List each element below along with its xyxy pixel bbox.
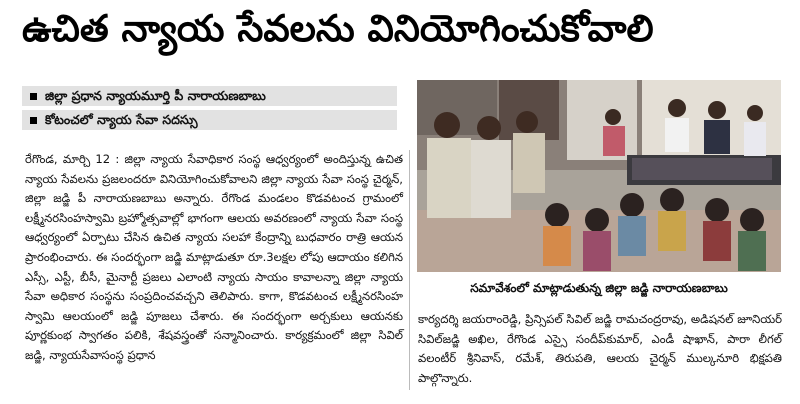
subhead-2-text: కోటంచలో న్యాయ సేవా సదస్సు [45,112,198,127]
article-paragraph: రేగొండ, మార్చి 12 : జిల్లా న్యాయ సేవాధికార సంస్థ ఆధ్వర్యంలో అందిస్తున్న ఉచిత న్యాయ సేవలను ప్రజలందరూ వినియోగించుకోవాలని జిల్లా న్యాయ సేవా సంస్థ చైర్మన్, జిల్లా జడ్జి పీ నారాయణబాబు అన్నారు. రేగొండ మండలం కొడవటంచ గ్రామంలో లక్ష్మీనరసింహస్వామి బ్రహ్మోత్సవాల్లో భాగంగా ఆలయ అవరణంలో న్యాయ సేవా సంస్థ ఆధ్వర్యంలో ఏర్పాటు చేసిన ఉచిత న్యాయ సలహా కేంద్రాన్ని బుధవారం రాత్రి ఆయన ప్రారంభించారు. ఈ సందర్భంగా జడ్జి మాట్లాడుతూ రూ.3లక్షల లోపు ఆదాయం కలిగిన ఎస్సీ, ఎస్టీ, బీసీ, మైనార్టీ ప్రజలు ఎలాంటి న్యాయ సాయం కావాలన్నా జిల్లా న్యాయ సేవా అధికార సంస్థను సంప్రదించవచ్చని తెలిపారు. కాగా, కొడవటంచ లక్ష్మీనరసింహ స్వామి ఆలయంలో జడ్జి పూజలు చేశారు. ఈ సందర్భంగా అర్చకులు ఆయనకు పూర్ణకుంభ స్వాగతం పలికి, శేషవస్త్రంతో సన్మానించారు. కార్యక్రమంలో జిల్లా సివిల్ జడ్జి, న్యాయసేవాసంస్థ ప్రధాన [25,152,403,362]
subhead-2 [22,110,397,130]
column-divider [409,150,410,390]
article-body-continued [418,310,782,388]
photo-caption: సమావేశంలో మాట్లాడుతున్న జిల్లా జడ్జి నారాయణబాబు [417,272,781,305]
article-body [25,150,403,366]
headline: ఉచిత న్యాయ సేవలను వినియోగించుకోవాలి [22,7,654,50]
subhead-1 [22,86,397,106]
article-paragraph: కార్యదర్శి జయరాంరెడ్డి, ప్రిన్సిపల్ సివిల్ జడ్జి రామచంద్రరావు, అడిషనల్ జూనియర్ సివిల్‌జడ్జి అఖిల, రేగొండ ఎస్సై సందీప్‌కుమార్, ఎండీ షాఖాన్, పారా లీగల్ వలంటీర్ శ్రీనివాస్, రమేశ్, తిరుపతి, ఆలయ చైర్మన్ ముల్కనూరి భిక్షపతి పాల్గొన్నారు. [418,312,782,385]
bullet-icon [30,93,37,100]
subhead-1-text: జిల్లా ప్రధాన న్యాయమూర్తి పీ నారాయణబాబు [45,88,266,103]
bullet-icon [30,117,37,124]
